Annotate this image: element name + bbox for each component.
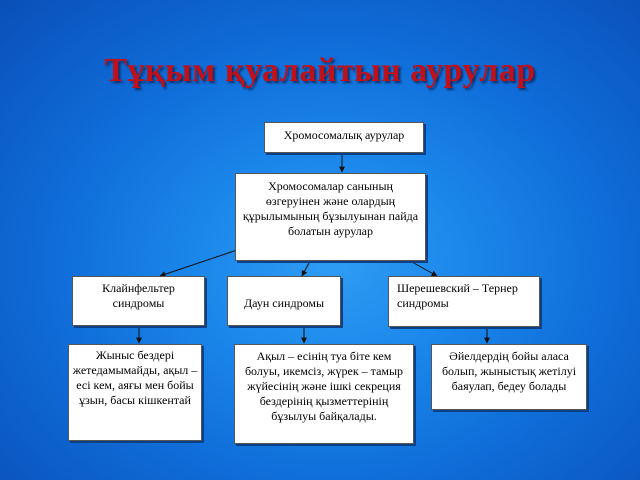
klinefelter-label: Клайнфельтер синдромы	[102, 281, 175, 310]
turner-desc-label: Әйелдердің бойы аласа болып, жыныстық жетілуі баяулап, бедеу болады	[441, 349, 577, 393]
down-desc-label: Ақыл – есінің туа біте кем болуы, икемсіз, жүрек – тамыр жүйесінің және ішкі секреция бездерінің қызметтерінің бұзылуы байқалады.	[244, 349, 404, 423]
chromosomal-diseases-label: Хромосомалық аурулар	[283, 128, 405, 142]
arrow-cause-to-down	[302, 261, 310, 276]
turner-label: Шерешевский – Тернер синдромы	[397, 281, 518, 310]
klinefelter-box	[72, 276, 205, 326]
arrow-cause-to-turner	[412, 262, 437, 276]
cause-box	[235, 173, 426, 261]
down-label: Даун синдромы	[243, 296, 325, 310]
klinefelter-desc-box	[68, 344, 202, 441]
slide-title: Тұқым қуалайтын аурулар	[104, 52, 536, 89]
down-desc-box	[234, 344, 414, 444]
arrow-cause-to-klinefelter	[160, 249, 240, 276]
turner-desc-box	[431, 344, 587, 410]
klinefelter-desc-label: Жыныс бездері жетедамымайды, ақыл – есі кем, аяғы мен бойы ұзын, басы кішкентай	[72, 348, 198, 407]
turner-box	[388, 276, 540, 327]
cause-label: Хромосомалар санының өзгеруінен және олардың құрылымының бұзылуынан пайда болатын аурулар	[242, 179, 419, 238]
down-box	[227, 276, 341, 326]
chromosomal-diseases-box	[264, 122, 424, 153]
